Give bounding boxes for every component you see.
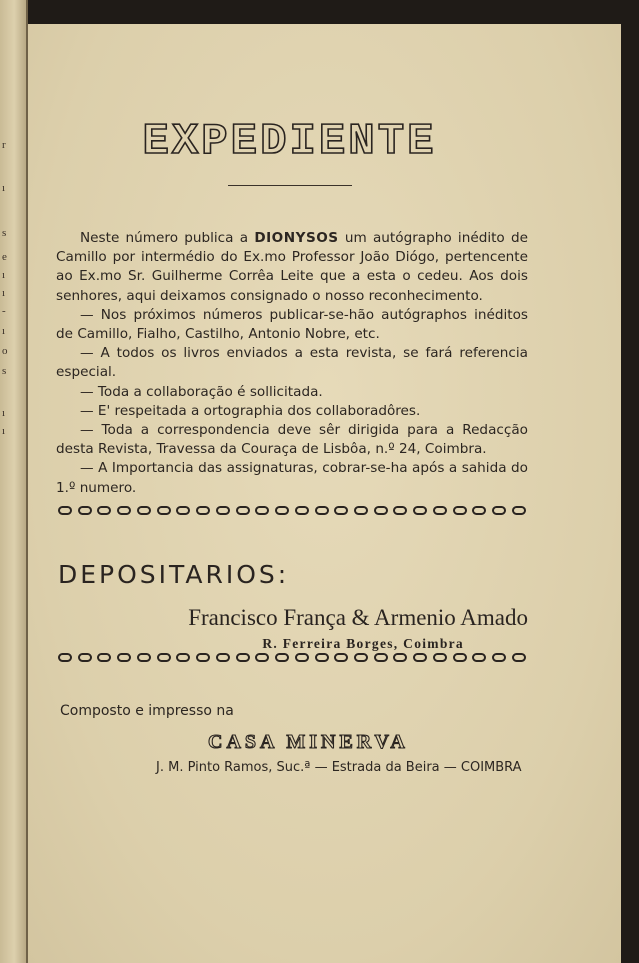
depositarios-address: R. Ferreira Borges, Coimbra — [262, 636, 464, 651]
ornament-link — [97, 506, 111, 515]
spine-mark: ı — [2, 407, 6, 419]
ornament-link — [157, 506, 171, 515]
ornament-link — [216, 506, 230, 515]
ornament-link — [78, 506, 92, 515]
ornament-link — [176, 653, 190, 662]
title-divider — [228, 185, 352, 186]
notice-text: Neste número publica a — [80, 230, 255, 246]
ornament-link — [58, 506, 72, 515]
ornament-link — [117, 506, 131, 515]
notice-paragraph — [56, 229, 528, 306]
ornament-link — [196, 653, 210, 662]
ornament-link — [413, 506, 427, 515]
ornament-link — [374, 506, 388, 515]
notice-text: um autógrapho inédito de Camillo por intermédio do Ex.mo Professor João Diógo, pertencente ao Ex.mo Sr. Guilherme Corrêa Leite que a esta o cedeu. Aos dois senhores, aqui deixamos consignado o nosso reconhecimento. — [56, 230, 528, 304]
ornament-link — [315, 653, 329, 662]
notice-paragraph: — Nos próximos números publicar-se-hão autógraphos inéditos de Camillo, Fialho, Castilho, Antonio Nobre, etc. — [56, 306, 528, 343]
spine-mark: ı — [2, 425, 6, 437]
ornament-divider-top — [58, 503, 526, 517]
ornament-link — [117, 653, 131, 662]
ornament-link — [275, 653, 289, 662]
ornament-link — [453, 506, 467, 515]
ornament-divider-bottom — [58, 650, 526, 664]
spine-mark: ı — [2, 287, 6, 299]
spine-mark: ı — [2, 182, 6, 194]
spine-mark: s — [2, 227, 7, 239]
imprint-composed: Composto e impresso na — [60, 703, 234, 719]
ornament-link — [413, 653, 427, 662]
ornament-link — [196, 506, 210, 515]
ornament-link — [374, 653, 388, 662]
ornament-link — [492, 506, 506, 515]
spine-mark: e — [2, 251, 7, 263]
depositarios-names: Francisco França & Armenio Amado — [188, 605, 528, 630]
notice-paragraph: — Toda a collaboração é sollicitada. — [80, 383, 323, 400]
ornament-link — [97, 653, 111, 662]
spine-mark: o — [2, 345, 8, 357]
spine-mark: s — [2, 365, 7, 377]
ornament-link — [275, 506, 289, 515]
notice-paragraph: — Toda a correspondencia deve sêr dirigida para a Redacção desta Revista, Travessa da Couraça de Lisbôa, n.º 24, Coimbra. — [56, 422, 528, 458]
ornament-link — [393, 653, 407, 662]
ornament-link — [472, 506, 486, 515]
ornament-link — [78, 653, 92, 662]
page-title: EXPEDIENTE — [142, 117, 437, 167]
ornament-link — [334, 506, 348, 515]
ornament-link — [295, 506, 309, 515]
notice-paragraph: — A Importancia das assignaturas, cobrar-se-ha após a sahida do 1.º numero. — [56, 460, 528, 496]
spine-mark: r — [2, 139, 6, 151]
notices-section — [56, 229, 528, 498]
ornament-link — [354, 653, 368, 662]
spine-mark: - — [2, 305, 6, 317]
ornament-link — [236, 506, 250, 515]
ornament-link — [354, 506, 368, 515]
ornament-link — [315, 506, 329, 515]
ornament-link — [334, 653, 348, 662]
notice-paragraph: — A todos os livros enviados a esta revista, se fará referencia especial. — [56, 345, 528, 381]
imprint-address-line: J. M. Pinto Ramos, Suc.ª — Estrada da Beira — COIMBRA — [156, 760, 522, 775]
book-spine-edge — [0, 0, 28, 963]
ornament-link — [157, 653, 171, 662]
ornament-link — [433, 506, 447, 515]
spine-mark: ı — [2, 325, 6, 337]
ornament-link — [58, 653, 72, 662]
ornament-link — [137, 653, 151, 662]
ornament-link — [255, 506, 269, 515]
ornament-link — [216, 653, 230, 662]
ornament-link — [472, 653, 486, 662]
depositarios-heading: DEPOSITARIOS: — [58, 560, 290, 589]
ornament-link — [236, 653, 250, 662]
ornament-link — [492, 653, 506, 662]
spine-mark: ı — [2, 269, 6, 281]
ornament-link — [295, 653, 309, 662]
magazine-name: DIONYSOS — [254, 230, 339, 246]
ornament-link — [512, 506, 526, 515]
notice-paragraph: — E' respeitada a ortographia dos collaboradôres. — [80, 402, 421, 419]
document-page — [28, 24, 621, 963]
ornament-link — [512, 653, 526, 662]
ornament-link — [453, 653, 467, 662]
imprint-printer: CASA MINERVA — [208, 731, 409, 753]
ornament-link — [393, 506, 407, 515]
ornament-link — [176, 506, 190, 515]
ornament-link — [433, 653, 447, 662]
ornament-link — [255, 653, 269, 662]
ornament-link — [137, 506, 151, 515]
